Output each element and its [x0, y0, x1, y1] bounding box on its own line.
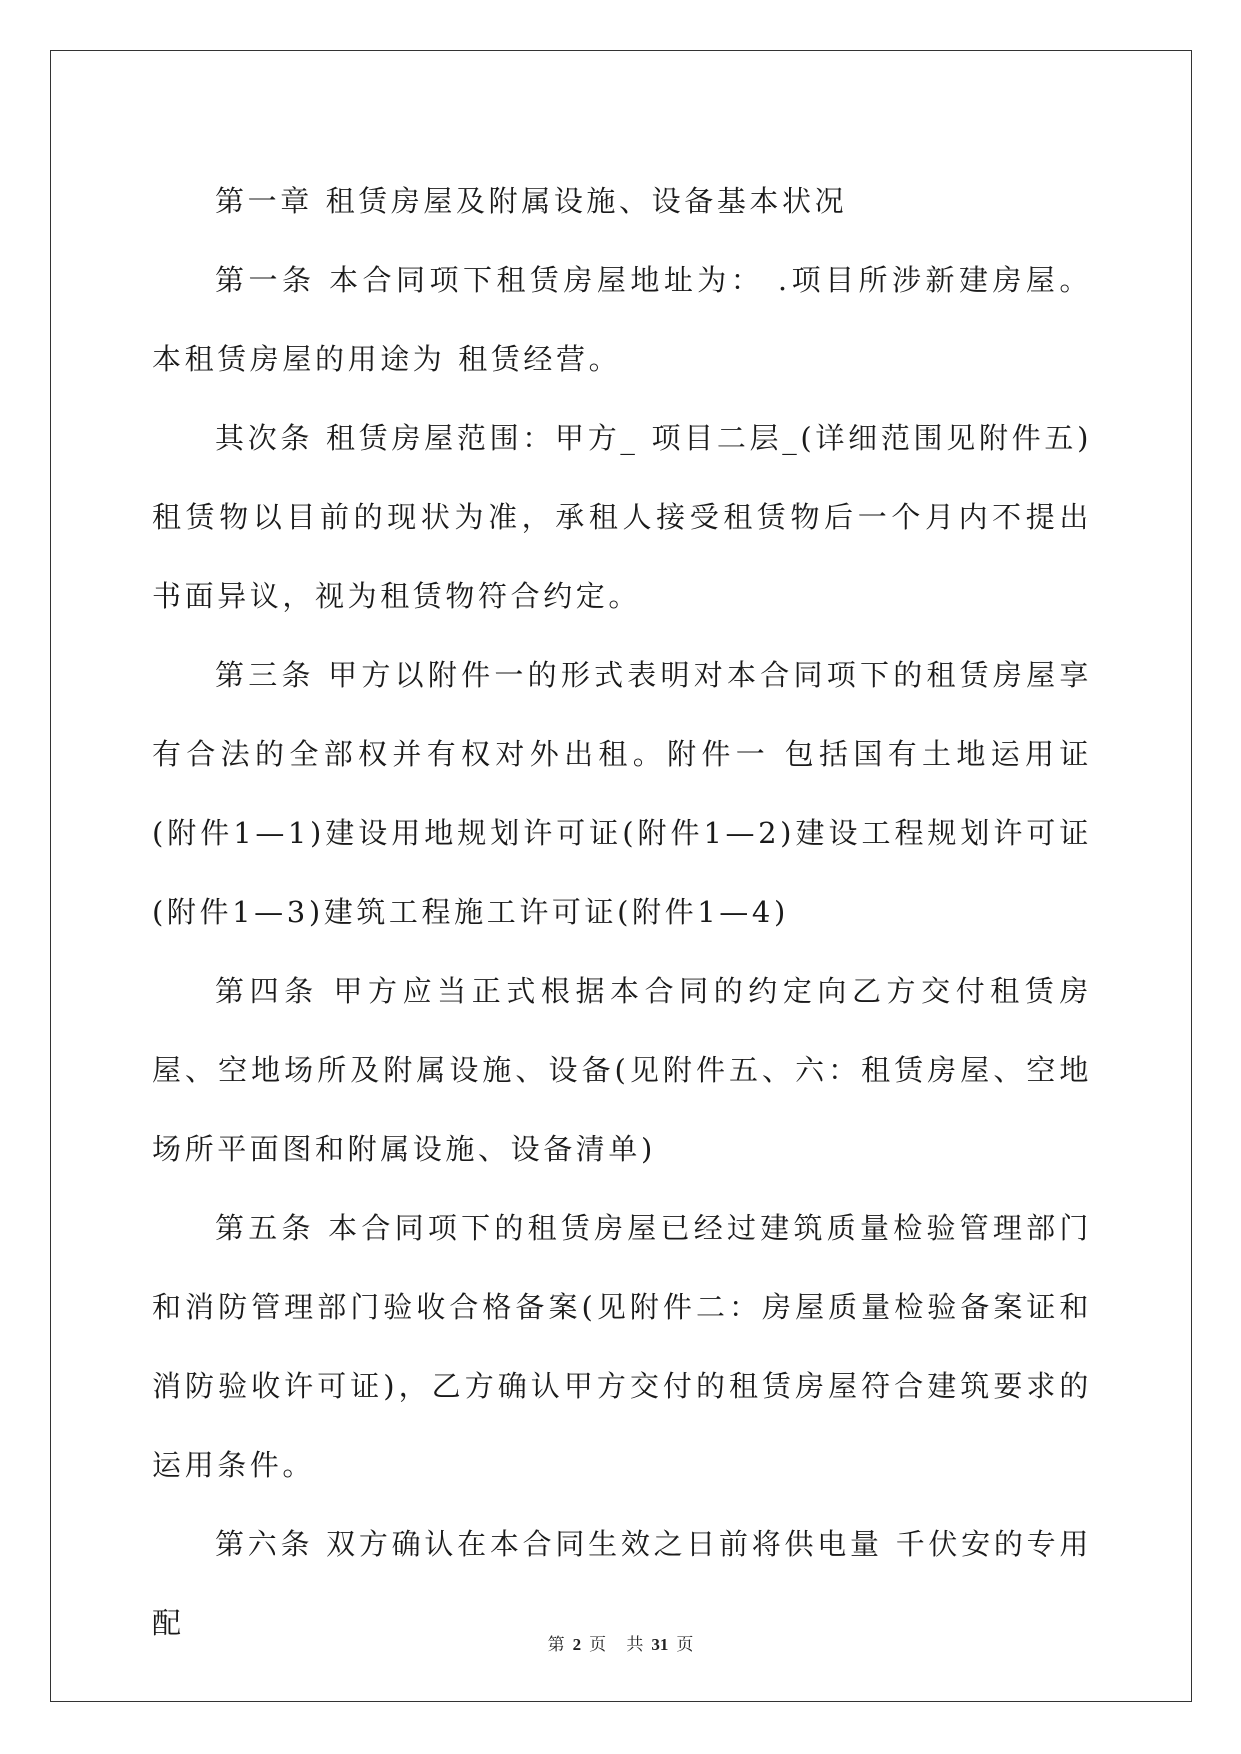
page-number: 2 [572, 1635, 582, 1654]
page-footer [0, 1630, 1241, 1655]
article-4: 第四条 甲方应当正式根据本合同的约定向乙方交付租赁房屋、空地场所及附属设施、设备(见附件五、六：租赁房屋、空地场所平面图和附属设施、设备清单) [152, 974, 1092, 1166]
article-2: 其次条 租赁房屋范围：甲方_ 项目二层_(详细范围见附件五)租赁物以目前的现状为准，承租人接受租赁物后一个月内不提出书面异议，视为租赁物符合约定。 [152, 421, 1092, 613]
total-number: 31 [651, 1635, 669, 1654]
article-1: 第一条 本合同项下租赁房屋地址为： .项目所涉新建房屋。本租赁房屋的用途为 租赁经营。 [152, 263, 1092, 376]
article-5: 第五条 本合同项下的租赁房屋已经过建筑质量检验管理部门和消防管理部门验收合格备案(见附件二：房屋质量检验备案证和消防验收许可证)，乙方确认甲方交付的租赁房屋符合建筑要求的运用条件。 [152, 1211, 1092, 1482]
chapter-heading: 第一章 租赁房屋及附属设施、设备基本状况 [215, 184, 848, 218]
document-body [152, 162, 1092, 1663]
article-3: 第三条 甲方以附件一的形式表明对本合同项下的租赁房屋享有合法的全部权并有权对外出租。附件一 包括国有土地运用证(附件1—1)建设用地规划许可证(附件1—2)建设工程规划许可证(附件1—3)建筑工程施工许可证(附件1—4) [152, 658, 1092, 929]
total-indicator [622, 1635, 697, 1654]
total-prefix: 共 [626, 1635, 644, 1654]
article-6: 第六条 双方确认在本合同生效之日前将供电量 千伏安的专用配 [152, 1527, 1092, 1640]
page-prefix: 第 [547, 1635, 565, 1654]
page-suffix: 页 [589, 1635, 607, 1654]
total-suffix: 页 [676, 1635, 694, 1654]
page-indicator [544, 1635, 611, 1654]
